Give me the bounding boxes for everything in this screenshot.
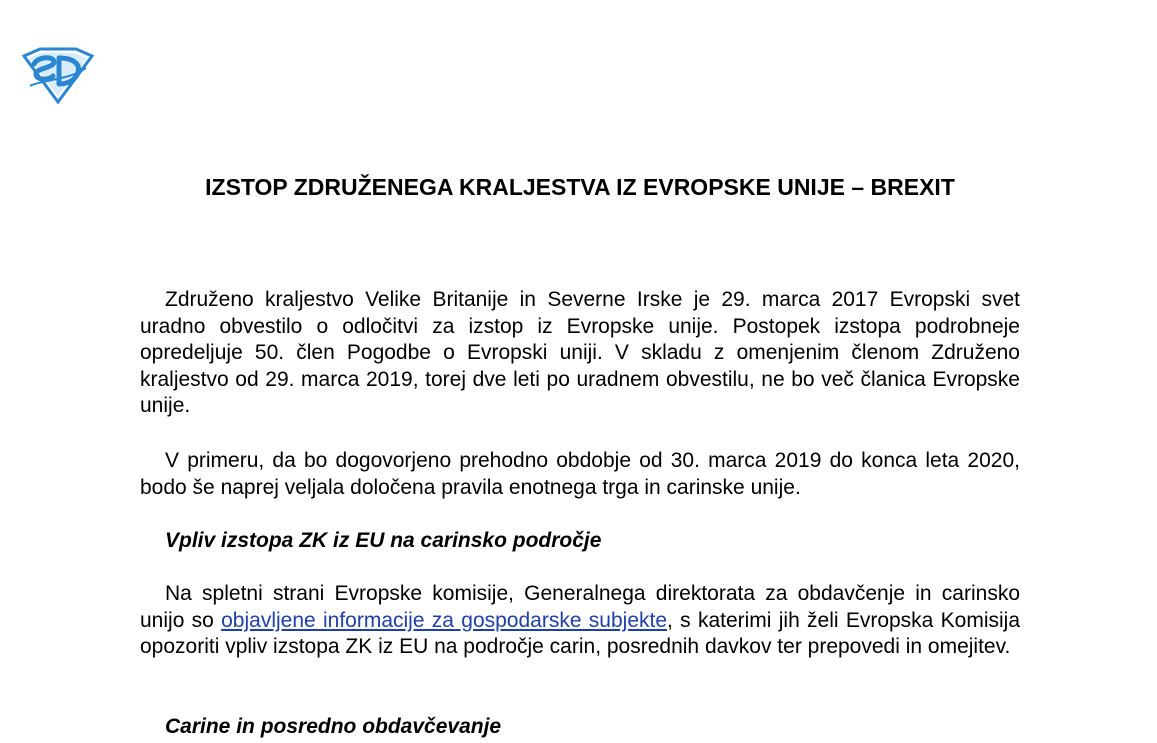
paragraph-text-before-link: Na spletni strani Evropske komisije, Generalnega direktorata za obdavčenje in carinsko unijo so xyxy=(140,582,1020,632)
paragraph-transition-period: V primeru, da bo dogovorjeno prehodno obdobje od 30. marca 2019 do konca leta 2020, bodo še naprej veljala določena pravila enotnega trga in carinske unije. xyxy=(140,449,1020,499)
paragraph-text-after-link: , s katerimi jih želi Evropska Komisija opozoriti vpliv izstopa ZK iz EU na področje carin, posrednih davkov ter prepovedi in omejitev. xyxy=(140,608,1021,659)
document-title: IZSTOP ZDRUŽENEGA KRALJESTVA IZ EVROPSKE UNIJE – BREXIT xyxy=(205,174,955,200)
section-heading-customs-impact: Vpliv izstopa ZK iz EU na carinsko področje xyxy=(165,529,602,552)
paragraph-commission-info xyxy=(140,581,1020,661)
economic-operators-info-link[interactable]: objavljene informacije za gospodarske subjekte xyxy=(221,608,668,632)
sd-shield-logo-icon xyxy=(20,46,96,104)
section-heading-customs-taxation: Carine in posredno obdavčevanje xyxy=(165,715,502,738)
paragraph-brexit-notification: Združeno kraljestvo Velike Britanije in Severne Irske je 29. marca 2017 Evropski svet uradno obvestilo o odločitvi za izstop iz Evropske unije. Postopek izstopa podrobneje opredeljuje 50. člen Pogodbe o Evropski uniji. V skladu z omenjenim členom Združeno kraljestvo od 29. marca 2019, torej dve leti po uradnem obvestilu, ne bo več članica Evropske unije. xyxy=(140,288,1020,418)
